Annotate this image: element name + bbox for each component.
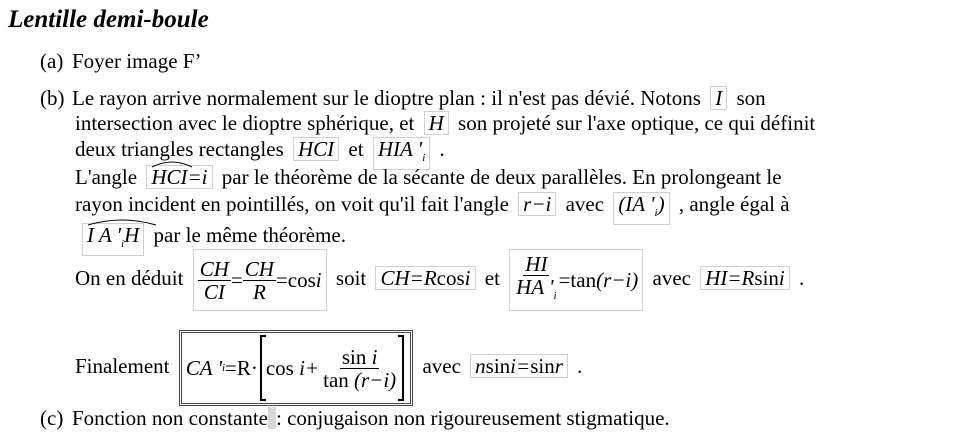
item-b-line-1	[40, 86, 766, 110]
math-sub: i	[422, 152, 426, 164]
math-main: CA '	[185, 356, 222, 380]
text-cursor[interactable]	[268, 407, 276, 429]
text-segment: avec	[422, 353, 461, 378]
item-c	[40, 406, 670, 430]
text-segment: par le même théorème.	[153, 223, 346, 247]
math-main: CH=R	[380, 265, 437, 290]
math-CH-eq	[375, 266, 475, 290]
text-segment: , angle égal à	[678, 192, 790, 216]
text-segment: son projeté sur l'axe optique, ce qui définit	[458, 111, 816, 135]
text-segment: .	[799, 265, 805, 290]
item-b-line-5	[75, 192, 790, 225]
math-sub: i	[553, 290, 557, 302]
text-segment: intersection avec le dioptre sphérique, et	[75, 111, 415, 135]
func-sin: sin	[754, 265, 779, 290]
math-sub: i	[121, 238, 125, 250]
math-angle-HCI	[146, 165, 212, 189]
var-i: i	[778, 265, 785, 290]
text-segment: .	[439, 137, 445, 161]
text-segment: deux triangles rectangles	[75, 137, 284, 161]
item-b-line-8	[75, 330, 582, 406]
text-segment: par le théorème de la sécante de deux parallèles. En prolongeant le	[221, 165, 782, 189]
text-segment: avec	[565, 192, 605, 216]
hat-HCI	[151, 166, 187, 188]
math-main: HIA '	[377, 137, 423, 161]
fraction-CH-R	[243, 258, 276, 303]
math-close: )	[657, 192, 665, 216]
text-segment: Fonction non constante	[72, 406, 268, 430]
math-main: (IA '	[618, 192, 655, 216]
text-segment: et	[348, 137, 364, 161]
math-main: HA '	[516, 275, 554, 299]
math-r-minus-i: r−i	[518, 192, 556, 216]
text-segment: et	[484, 265, 500, 290]
equals: =	[275, 268, 288, 292]
text-segment: son	[736, 86, 766, 110]
func-cos: cos	[436, 265, 465, 290]
item-a-text: Foyer image F’	[72, 49, 202, 73]
math-main: i+	[299, 356, 320, 380]
text-segment: Finalement	[75, 353, 170, 378]
numerator: CH	[199, 256, 229, 281]
math-eq: =R·	[225, 356, 258, 380]
math-HCI: HCI	[293, 137, 339, 161]
bracket-group	[260, 335, 404, 401]
numerator	[340, 346, 380, 369]
text-segment: rayon incident en pointillés, on voit qu'il fait l'angle	[75, 192, 509, 216]
final-formula-box	[179, 330, 413, 406]
func-sin: sin	[485, 353, 511, 378]
numerator: CH	[244, 256, 274, 281]
text-segment: On en déduit	[75, 265, 184, 290]
text-segment: : conjugaison non rigoureusement stigmatique.	[275, 406, 670, 430]
math-main: H	[124, 223, 140, 247]
math-IAi	[613, 192, 669, 225]
math-main: n	[475, 353, 486, 378]
func-cos: cos	[265, 356, 294, 380]
denominator	[321, 369, 398, 391]
denominator: R	[252, 279, 266, 304]
fraction-HI-HAi	[514, 253, 558, 307]
math-tan-formula	[509, 249, 643, 311]
var-i: i	[315, 268, 322, 292]
item-b-line-4	[75, 165, 782, 189]
func-cos: cos	[287, 268, 316, 292]
func-tan: tan	[570, 268, 597, 292]
item-b-marker: (b)	[40, 86, 65, 110]
text-segment: Le rayon arrive normalement sur le dioptre plan : il n'est pas dévié. Notons	[72, 86, 701, 110]
func-sin: sin	[341, 344, 367, 369]
item-c-marker: (c)	[40, 406, 64, 430]
func-sin: sin	[530, 353, 555, 378]
fraction-CH-CI	[198, 258, 231, 303]
func-tan: tan	[323, 367, 349, 392]
item-a	[40, 49, 201, 73]
text-segment: soit	[335, 265, 367, 290]
math-main: i=	[510, 353, 531, 378]
denominator	[514, 276, 558, 307]
numerator: HI	[525, 252, 548, 276]
var-i: i	[464, 265, 471, 290]
var-i: i	[371, 344, 378, 369]
equals: =	[558, 268, 571, 292]
item-b-line-7	[75, 249, 804, 311]
math-snell	[470, 354, 568, 378]
math-main: r	[554, 353, 563, 378]
math-sub: i	[654, 207, 658, 219]
fraction-sin-tan	[321, 346, 398, 391]
math-I: I	[710, 86, 727, 110]
math-HI-eq	[700, 266, 790, 290]
math-cos-i-formula	[193, 249, 327, 311]
math-rest: =i	[187, 165, 208, 189]
math-main: HCI	[151, 165, 188, 189]
math-main: I A '	[87, 223, 122, 247]
denominator: CI	[203, 279, 225, 304]
text-segment: .	[577, 353, 583, 378]
math-main: HI=R	[705, 265, 755, 290]
math-sub: i	[221, 362, 225, 374]
func-arg: (r−i)	[596, 268, 639, 292]
func-arg: (r−i)	[354, 367, 397, 392]
item-b-line-2	[75, 111, 815, 135]
hat-arc-icon	[151, 160, 193, 168]
equals: =	[230, 268, 243, 292]
hat-arc-icon	[87, 218, 157, 226]
text-segment: L'angle	[75, 165, 138, 189]
item-a-marker: (a)	[40, 49, 64, 73]
section-title: Lentille demi-boule	[8, 6, 209, 33]
text-segment: avec	[652, 265, 691, 290]
math-H: H	[424, 111, 449, 135]
